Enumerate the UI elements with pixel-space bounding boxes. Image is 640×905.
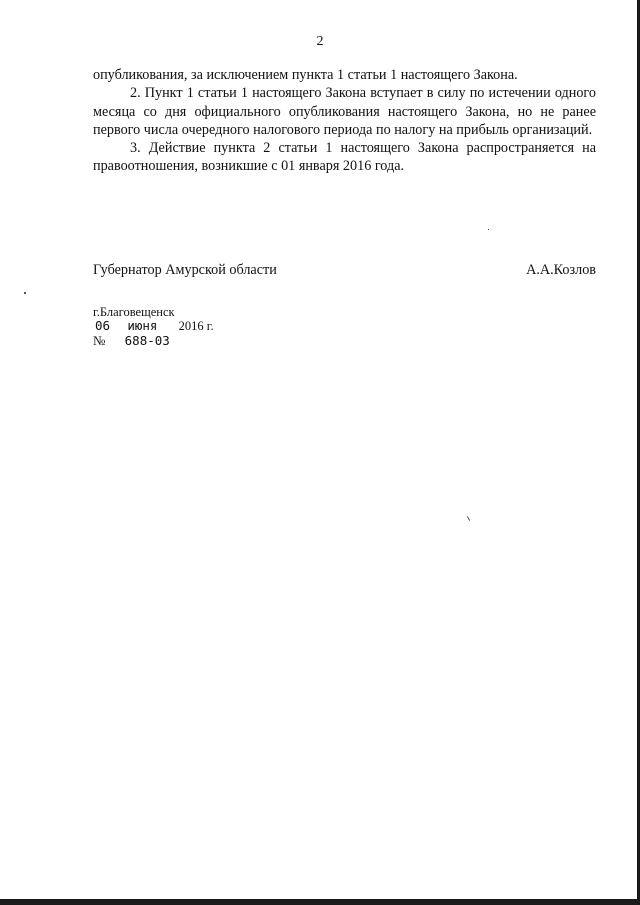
scan-speck — [467, 516, 470, 521]
signature-block — [93, 262, 596, 279]
date-day: 06 — [95, 318, 111, 333]
signatory-name: А.А.Козлов — [526, 262, 596, 278]
date-month: июня — [127, 318, 158, 333]
scan-edge-bottom — [0, 899, 640, 905]
page-number: 2 — [316, 34, 324, 49]
scan-speck — [24, 292, 26, 294]
scan-speck — [488, 229, 489, 230]
date-year: 2016 г. — [178, 319, 214, 333]
paragraph-continuation: опубликования, за исключением пункта 1 статьи 1 настоящего Закона. — [93, 67, 518, 83]
law-text — [93, 66, 596, 176]
place-of-signing: г.Благовещенск — [93, 305, 175, 319]
signing-date — [95, 318, 214, 334]
registration-number — [93, 333, 170, 349]
paragraph-3: 3. Действие пункта 2 статьи 1 настоящего Закона распространяется на правоотношения, возникшие с 01 января 2016 года. — [93, 140, 596, 175]
number-value: 688-03 — [124, 333, 170, 348]
signatory-title: Губернатор Амурской области — [93, 262, 277, 278]
number-label: № — [93, 333, 106, 348]
paragraph-2: 2. Пункт 1 статьи 1 настоящего Закона вступает в силу по истечении одного месяца со дня официального опубликования настоящего Закона, но не ранее первого числа очередного налогового периода по налогу на прибыль организаций. — [93, 85, 596, 138]
